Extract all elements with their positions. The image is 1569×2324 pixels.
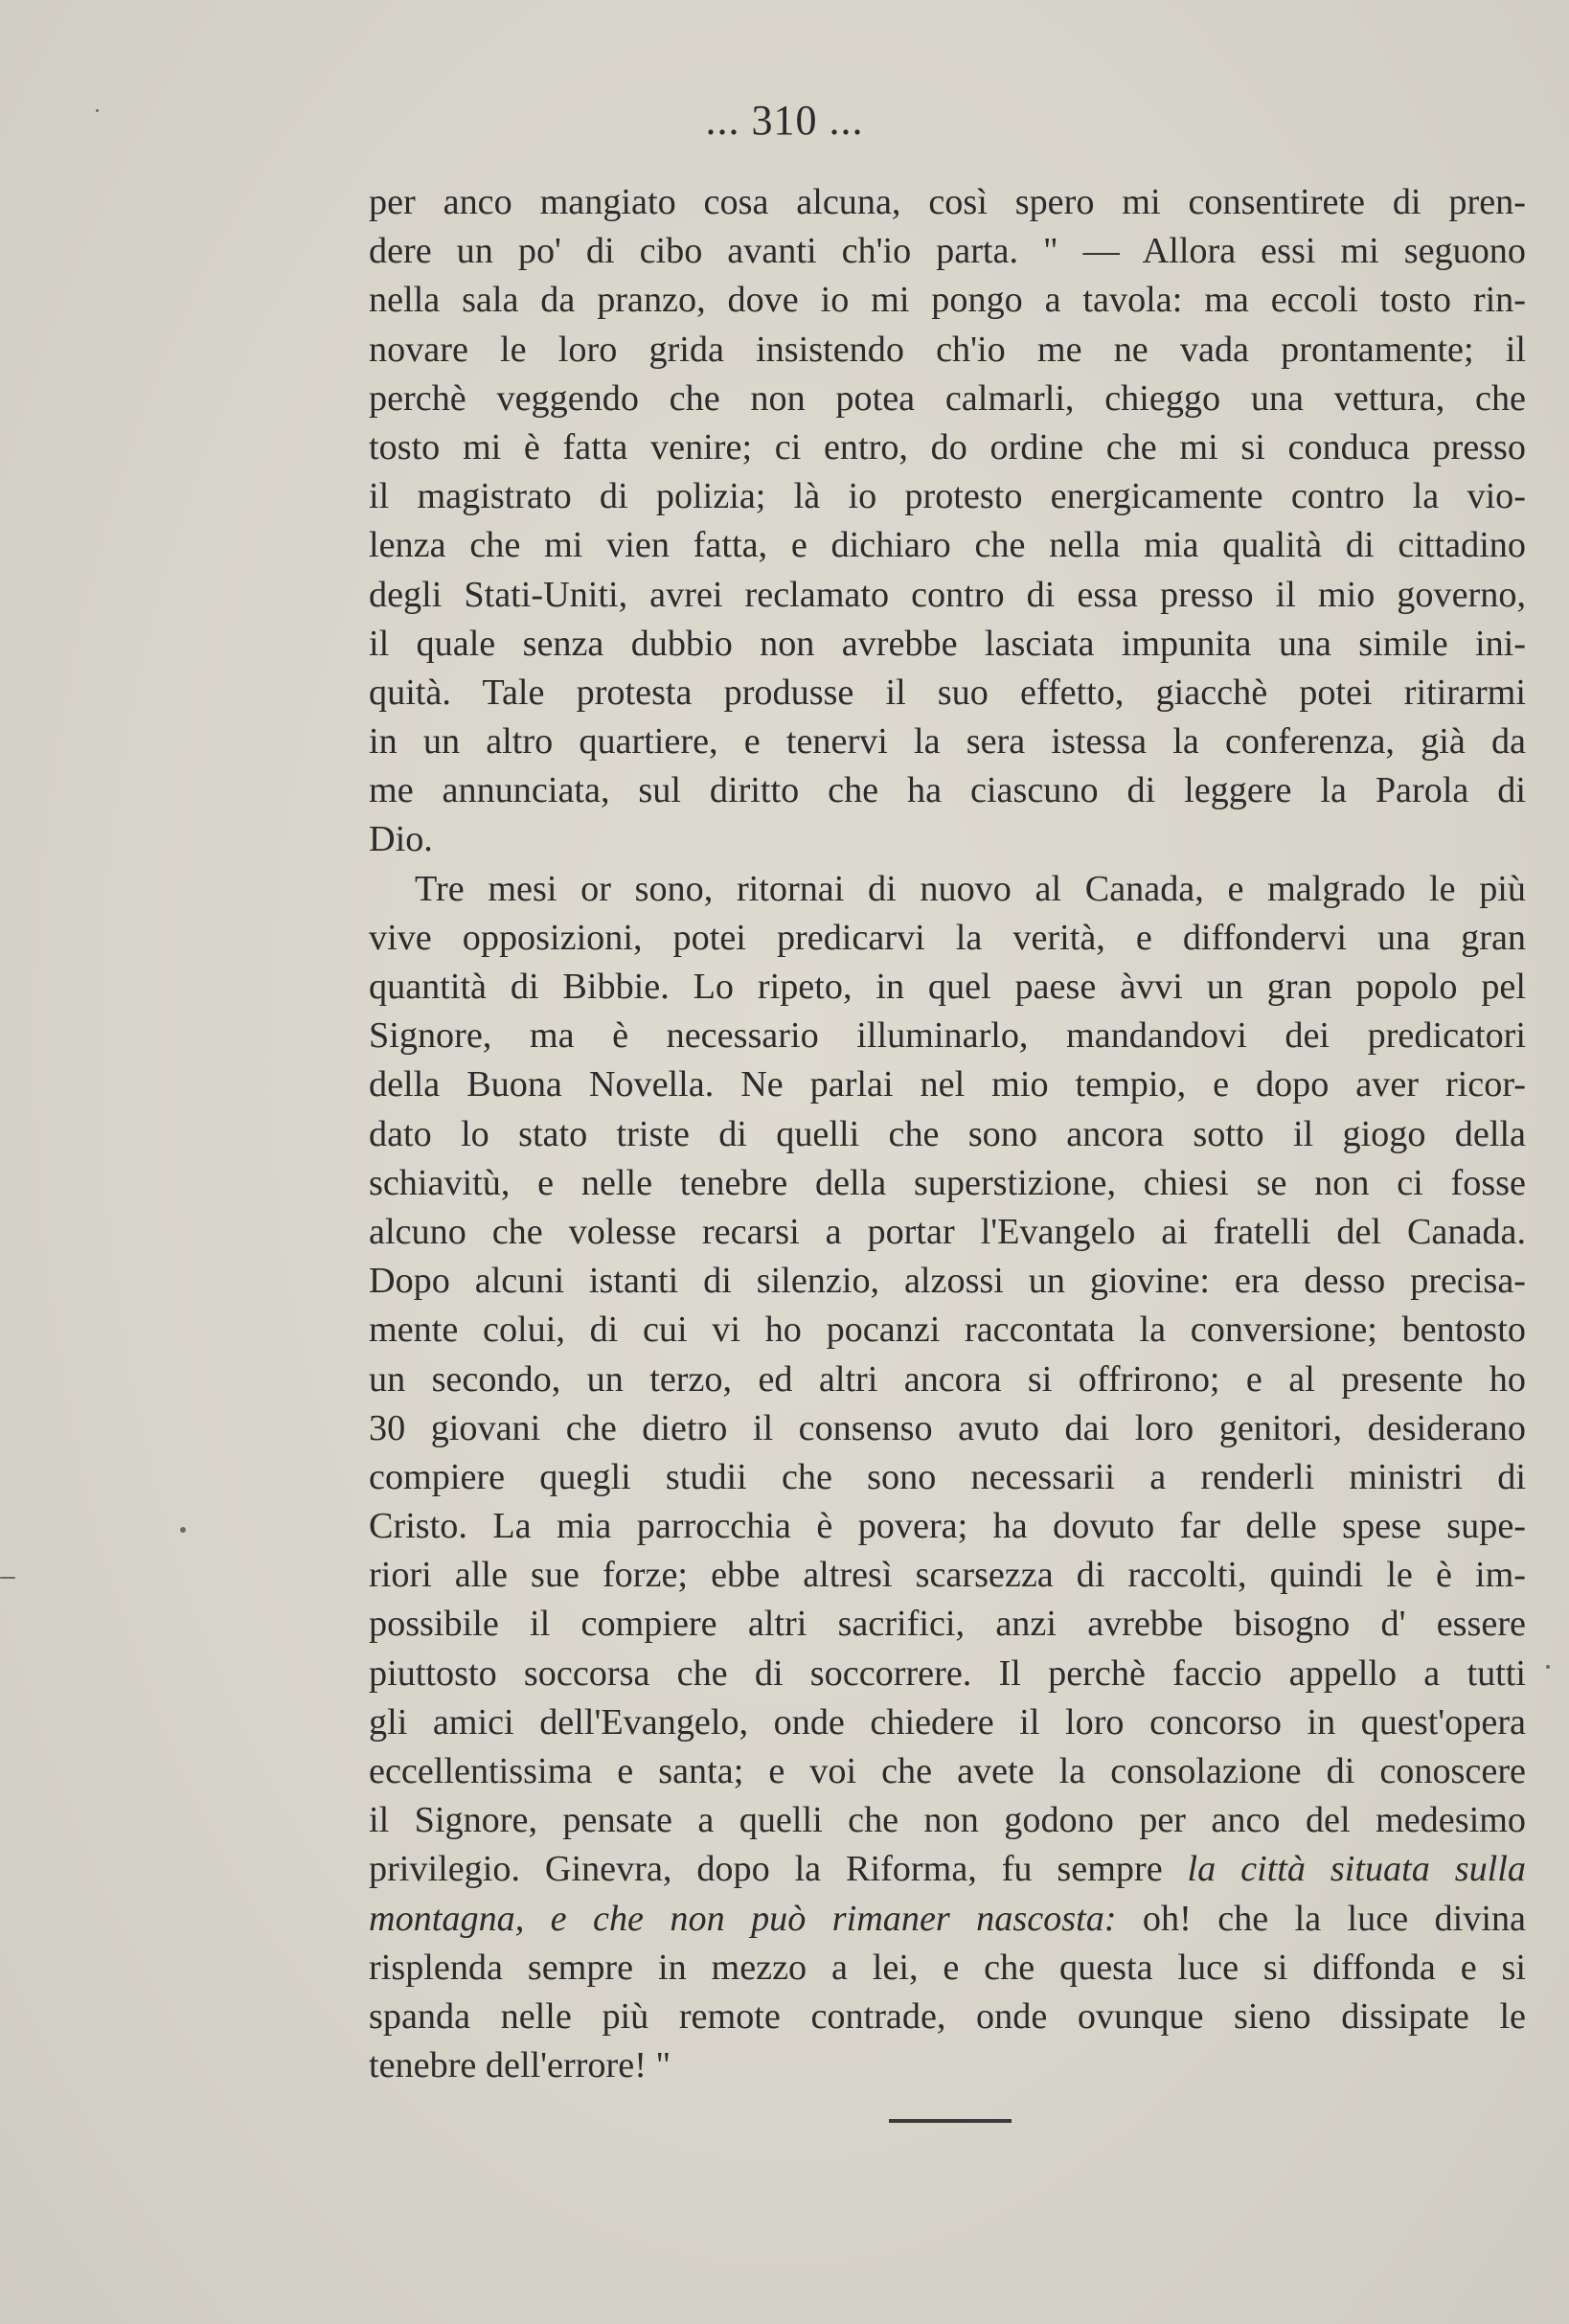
page-number: ... 310 ...: [705, 97, 864, 144]
text-segment: privilegio. Ginevra, dopo la Riforma, fu sempre: [369, 1849, 1188, 1890]
text-line: novare le loro grida insistendo ch'io me ne vada prontamente; il: [369, 329, 1526, 370]
text-line: il Signore, pensate a quelli che non godono per anco del medesimo: [369, 1800, 1526, 1841]
paper-speck: [0, 1577, 15, 1579]
text-line: un secondo, un terzo, ed altri ancora si offrirono; e al presente ho: [369, 1358, 1526, 1400]
italic-quote: montagna, e che non può rimaner nascosta:: [369, 1898, 1117, 1939]
text-line: tosto mi è fatta venire; ci entro, do ordine che mi si conduca presso: [369, 426, 1526, 467]
text-line: dere un po' di cibo avanti ch'io parta. " — Allora essi mi seguono: [369, 231, 1526, 272]
body-text: [369, 178, 1526, 2090]
text-line: spanda nelle più remote contrade, onde ovunque sieno dissipate le: [369, 1995, 1526, 2037]
text-line: Cristo. La mia parrocchia è povera; ha dovuto far delle spese supe-: [369, 1506, 1526, 1547]
text-line: Signore, ma è necessario illuminarlo, mandandovi dei predicatori: [369, 1015, 1526, 1057]
text-line: schiavitù, e nelle tenebre della superstizione, chiesi se non ci fosse: [369, 1162, 1526, 1203]
text-line: [369, 1895, 1526, 1944]
text-line: Dio.: [369, 819, 433, 860]
text-line: il quale senza dubbio non avrebbe lasciata impunita una simile ini-: [369, 623, 1526, 664]
text-segment: oh! che la luce divina: [1116, 1898, 1526, 1939]
section-end-rule: [889, 2119, 1012, 2123]
text-line: piuttosto soccorsa che di soccorrere. Il perchè faccio appello a tutti: [369, 1652, 1526, 1694]
text-line: quantità di Bibbie. Lo ripeto, in quel paese àvvi un gran popolo pel: [369, 967, 1526, 1007]
text-line: per anco mangiato cosa alcuna, così spero mi consentirete di pren-: [369, 182, 1526, 222]
text-line: compiere quegli studii che sono necessarii a renderli ministri di: [369, 1456, 1526, 1497]
text-line: Tre mesi or sono, ritornai di nuovo al Canada, e malgrado le più: [415, 868, 1526, 909]
paper-speck: [1546, 1665, 1550, 1669]
text-line: me annunciata, sul diritto che ha ciascuno di leggere la Parola di: [369, 770, 1526, 811]
text-line: Dopo alcuni istanti di silenzio, alzossi un giovine: era desso precisa-: [369, 1261, 1526, 1302]
text-line: eccellentissima e santa; e voi che avete la consolazione di conoscere: [369, 1751, 1526, 1791]
italic-quote: la città situata sulla: [1187, 1849, 1526, 1890]
text-line: [369, 1845, 1526, 1894]
text-line: quità. Tale protesta produsse il suo effetto, giacchè potei ritirarmi: [369, 672, 1526, 713]
text-line: riori alle sue forze; ebbe altresì scarsezza di raccolti, quindi le è im-: [369, 1555, 1526, 1596]
text-line: risplenda sempre in mezzo a lei, e che questa luce si diffonda e si: [369, 1947, 1526, 1988]
text-line: perchè veggendo che non potea calmarli, chieggo una vettura, che: [369, 377, 1526, 419]
text-line: alcuno che volesse recarsi a portar l'Evangelo ai fratelli del Canada.: [369, 1211, 1526, 1252]
paper-speck: [96, 109, 99, 112]
text-line: gli amici dell'Evangelo, onde chiedere il loro concorso in quest'opera: [369, 1701, 1526, 1743]
text-line: tenebre dell'errore! ": [369, 2045, 671, 2086]
text-line: 30 giovani che dietro il consenso avuto dai loro genitori, desiderano: [369, 1407, 1526, 1448]
text-line: nella sala da pranzo, dove io mi pongo a tavola: ma eccoli tosto rin-: [369, 280, 1526, 321]
text-line: vive opposizioni, potei predicarvi la verità, e diffondervi una gran: [369, 917, 1526, 958]
paper-speck: [180, 1527, 186, 1533]
text-line: dato lo stato triste di quelli che sono ancora sotto il giogo della: [369, 1113, 1526, 1154]
text-line: possibile il compiere altri sacrifici, anzi avrebbe bisogno d' essere: [369, 1604, 1526, 1645]
text-line: in un altro quartiere, e tenervi la sera istessa la conferenza, già da: [369, 721, 1526, 763]
text-line: degli Stati-Uniti, avrei reclamato contro di essa presso il mio governo,: [369, 574, 1526, 615]
text-line: della Buona Novella. Ne parlai nel mio tempio, e dopo aver ricor-: [369, 1064, 1526, 1105]
text-line: il magistrato di polizia; là io protesto energicamente contro la vio-: [369, 476, 1526, 517]
text-line: lenza che mi vien fatta, e dichiaro che nella mia qualità di cittadino: [369, 525, 1526, 566]
text-line: mente colui, di cui vi ho pocanzi raccontata la conversione; bentosto: [369, 1310, 1526, 1351]
